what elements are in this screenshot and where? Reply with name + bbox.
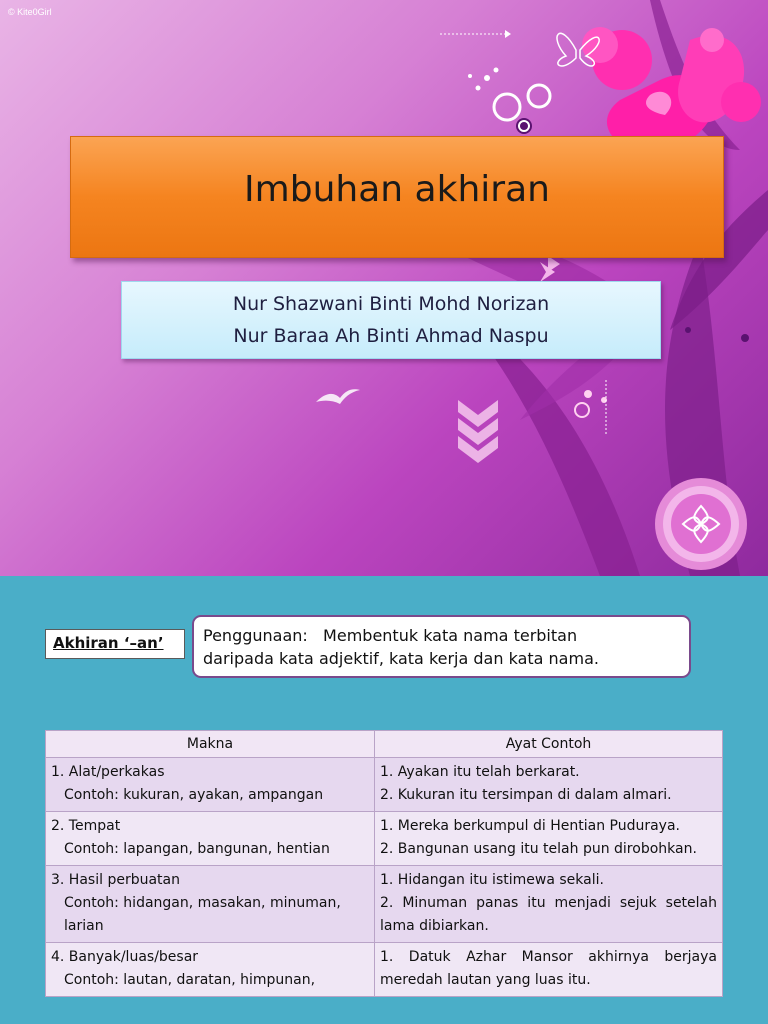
makna-title: 4. Banyak/luas/besar [51, 949, 199, 965]
ayat-cell [375, 812, 723, 866]
section-label [45, 629, 185, 659]
ayat-sentence: 2. Minuman panas itu menjadi sejuk setelah lama dibiarkan. [380, 895, 717, 934]
makna-cell [46, 943, 375, 997]
table-row [46, 943, 723, 997]
table-row [46, 812, 723, 866]
table-row [46, 866, 723, 943]
makna-example: Contoh: lautan, daratan, himpunan, [64, 972, 316, 988]
usage-callout [192, 615, 691, 678]
column-header: Makna [46, 731, 375, 758]
content-slide [0, 576, 768, 1024]
slide-title: Imbuhan akhiran [244, 168, 550, 210]
makna-example: Contoh: lapangan, bangunan, hentian [64, 841, 330, 857]
ayat-sentence: 1. Datuk Azhar Mansor akhirnya berjaya meredah lautan yang luas itu. [380, 949, 717, 988]
ayat-cell [375, 866, 723, 943]
authors-box [121, 281, 661, 359]
makna-title: 1. Alat/perkakas [51, 764, 165, 780]
ayat-cell [375, 943, 723, 997]
table-row [46, 758, 723, 812]
title-box [70, 136, 724, 258]
ayat-cell [375, 758, 723, 812]
makna-example: Contoh: hidangan, masakan, minuman, larian [64, 895, 341, 934]
meaning-table [45, 730, 723, 997]
makna-title: 2. Tempat [51, 818, 121, 834]
makna-cell [46, 758, 375, 812]
ayat-sentence: 1. Hidangan itu istimewa sekali. [380, 872, 604, 888]
ayat-sentence: 1. Ayakan itu telah berkarat. [380, 764, 580, 780]
usage-text-line: daripada kata adjektif, kata kerja dan kata nama. [203, 649, 599, 668]
section-label-text: Akhiran ‘–an’ [53, 634, 164, 652]
copyright-text: © Kite0Girl [8, 7, 52, 17]
ayat-sentence: 2. Kukuran itu tersimpan di dalam almari. [380, 787, 672, 803]
author-name: Nur Shazwani Binti Mohd Norizan [232, 293, 550, 315]
makna-example: Contoh: kukuran, ayakan, ampangan [64, 787, 324, 803]
author-name: Nur Baraa Ah Binti Ahmad Naspu [233, 325, 549, 347]
ayat-sentence: 2. Bangunan usang itu telah pun dirobohkan. [380, 841, 697, 857]
ayat-sentence: 1. Mereka berkumpul di Hentian Puduraya. [380, 818, 680, 834]
usage-text-line: Penggunaan: Membentuk kata nama terbitan [203, 626, 578, 645]
makna-title: 3. Hasil perbuatan [51, 872, 180, 888]
table-header-row [46, 731, 723, 758]
makna-cell [46, 812, 375, 866]
makna-cell [46, 866, 375, 943]
column-header: Ayat Contoh [375, 731, 723, 758]
